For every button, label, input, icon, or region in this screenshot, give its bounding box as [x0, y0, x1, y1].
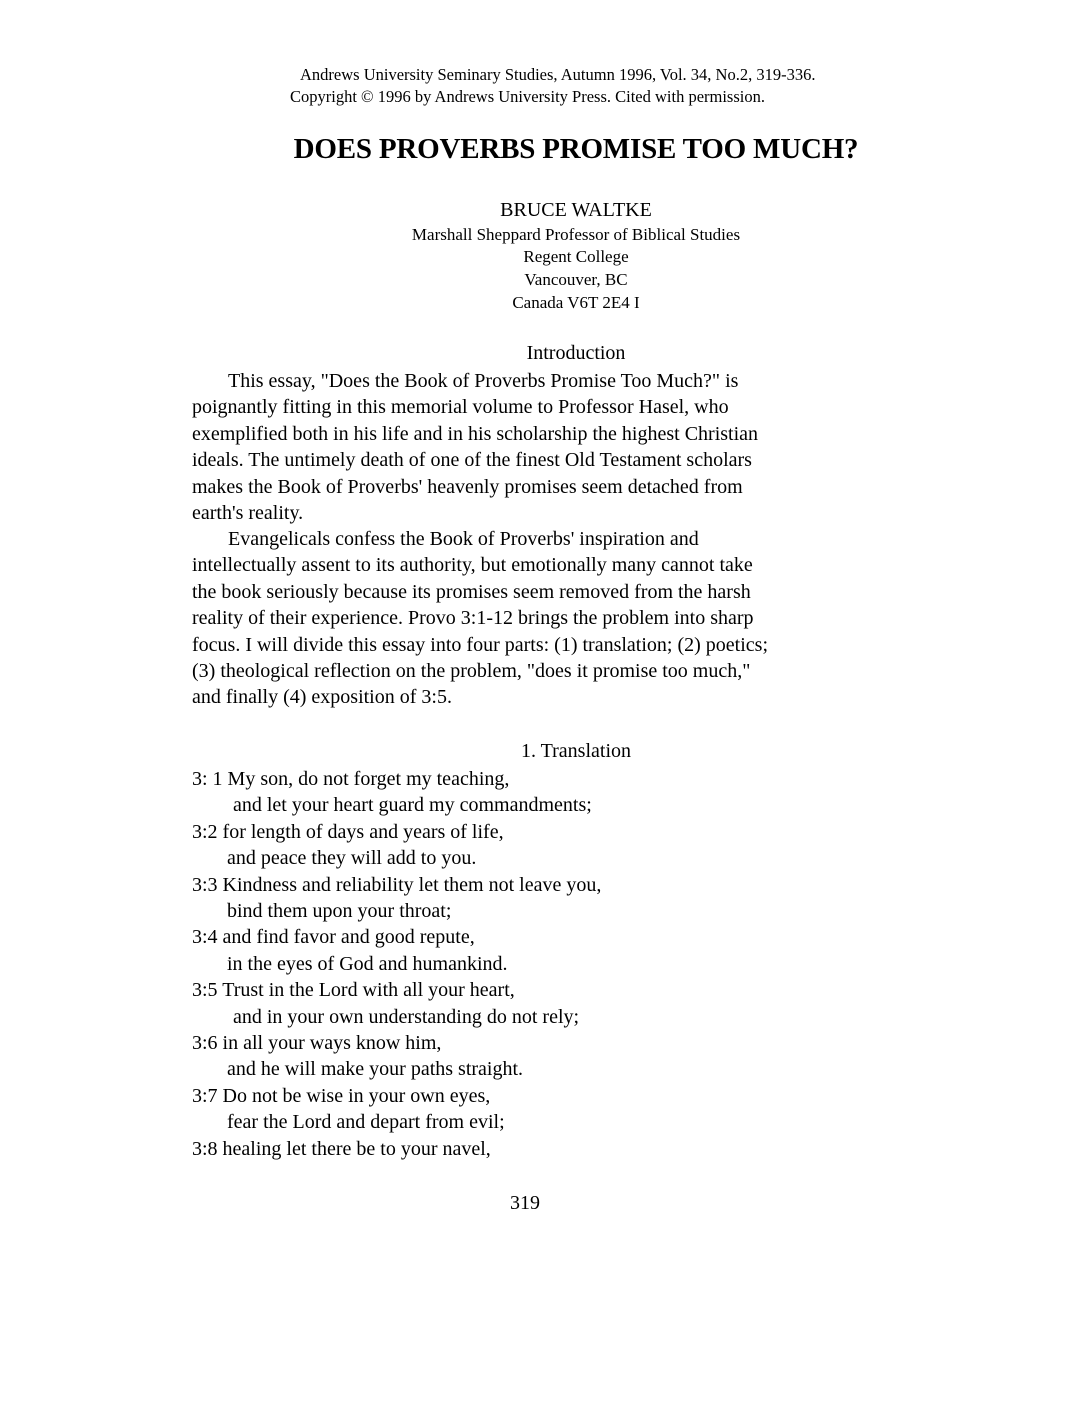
verse-line: and peace they will add to you.: [227, 847, 477, 870]
paragraph-line: focus. I will divide this essay into four parts: (1) translation; (2) poetics;: [192, 633, 768, 656]
author-affiliation-city: Vancouver, BC: [524, 270, 628, 289]
page-number: 319: [510, 1192, 540, 1214]
paragraph-line: ideals. The untimely death of one of the finest Old Testament scholars: [192, 449, 752, 472]
verse-line: bind them upon your throat;: [227, 900, 452, 923]
paragraph-line: and finally (4) exposition of 3:5.: [192, 686, 452, 709]
introduction-heading: Introduction: [526, 342, 626, 364]
introduction-paragraph-1: [192, 368, 872, 526]
paragraph-line: the book seriously because its promises seem removed from the harsh: [192, 580, 751, 603]
translation-heading: 1. Translation: [520, 740, 632, 762]
paragraph-line: intellectually assent to its authority, but emotionally many cannot take: [192, 554, 753, 577]
paragraph-line: poignantly fitting in this memorial volume to Professor Hasel, who: [192, 396, 729, 419]
verse-line: and he will make your paths straight.: [227, 1058, 524, 1081]
verse-line: 3:4 and find favor and good repute,: [192, 926, 475, 949]
verse-line: 3:3 Kindness and reliability let them not leave you,: [192, 873, 602, 896]
paragraph-line: (3) theological reflection on the problem, "does it promise too much,": [192, 660, 751, 683]
citation-line-1: Andrews University Seminary Studies, Autumn 1996, Vol. 34, No.2, 319-336.: [300, 65, 816, 84]
verse-line: and in your own understanding do not rely;: [233, 1005, 580, 1028]
paragraph-line: earth's reality.: [192, 502, 304, 525]
verse-line: 3:2 for length of days and years of life,: [192, 820, 504, 843]
author-name: BRUCE WALTKE: [500, 199, 652, 221]
verse-line: and let your heart guard my commandments;: [233, 794, 592, 817]
paragraph-line: reality of their experience. Provo 3:1-12 brings the problem into sharp: [192, 607, 754, 630]
translation-verse-list: [192, 766, 601, 1162]
verse-line: 3: 1 My son, do not forget my teaching,: [192, 768, 510, 790]
author-affiliation-postal: Canada V6T 2E4 I: [512, 293, 640, 312]
verse-line: 3:7 Do not be wise in your own eyes,: [192, 1084, 491, 1107]
introduction-paragraph-2: [192, 526, 872, 711]
verse-line: fear the Lord and depart from evil;: [227, 1111, 505, 1134]
paragraph-line: Evangelicals confess the Book of Proverbs' inspiration and: [228, 528, 699, 550]
verse-line: in the eyes of God and humankind.: [227, 952, 508, 975]
verse-line: 3:5 Trust in the Lord with all your heart,: [192, 979, 515, 1002]
article-title: DOES PROVERBS PROMISE TOO MUCH?: [293, 133, 859, 165]
paragraph-line: makes the Book of Proverbs' heavenly promises seem detached from: [192, 475, 743, 498]
author-affiliation-institution: Regent College: [523, 247, 629, 266]
verse-line: 3:8 healing let there be to your navel,: [192, 1137, 491, 1160]
citation-line-2: Copyright © 1996 by Andrews University Press. Cited with permission.: [290, 87, 765, 106]
paragraph-line: This essay, "Does the Book of Proverbs Promise Too Much?" is: [228, 370, 739, 392]
author-affiliation-title: Marshall Sheppard Professor of Biblical Studies: [411, 225, 741, 244]
paragraph-line: exemplified both in his life and in his scholarship the highest Christian: [192, 422, 759, 445]
verse-line: 3:6 in all your ways know him,: [192, 1032, 442, 1055]
